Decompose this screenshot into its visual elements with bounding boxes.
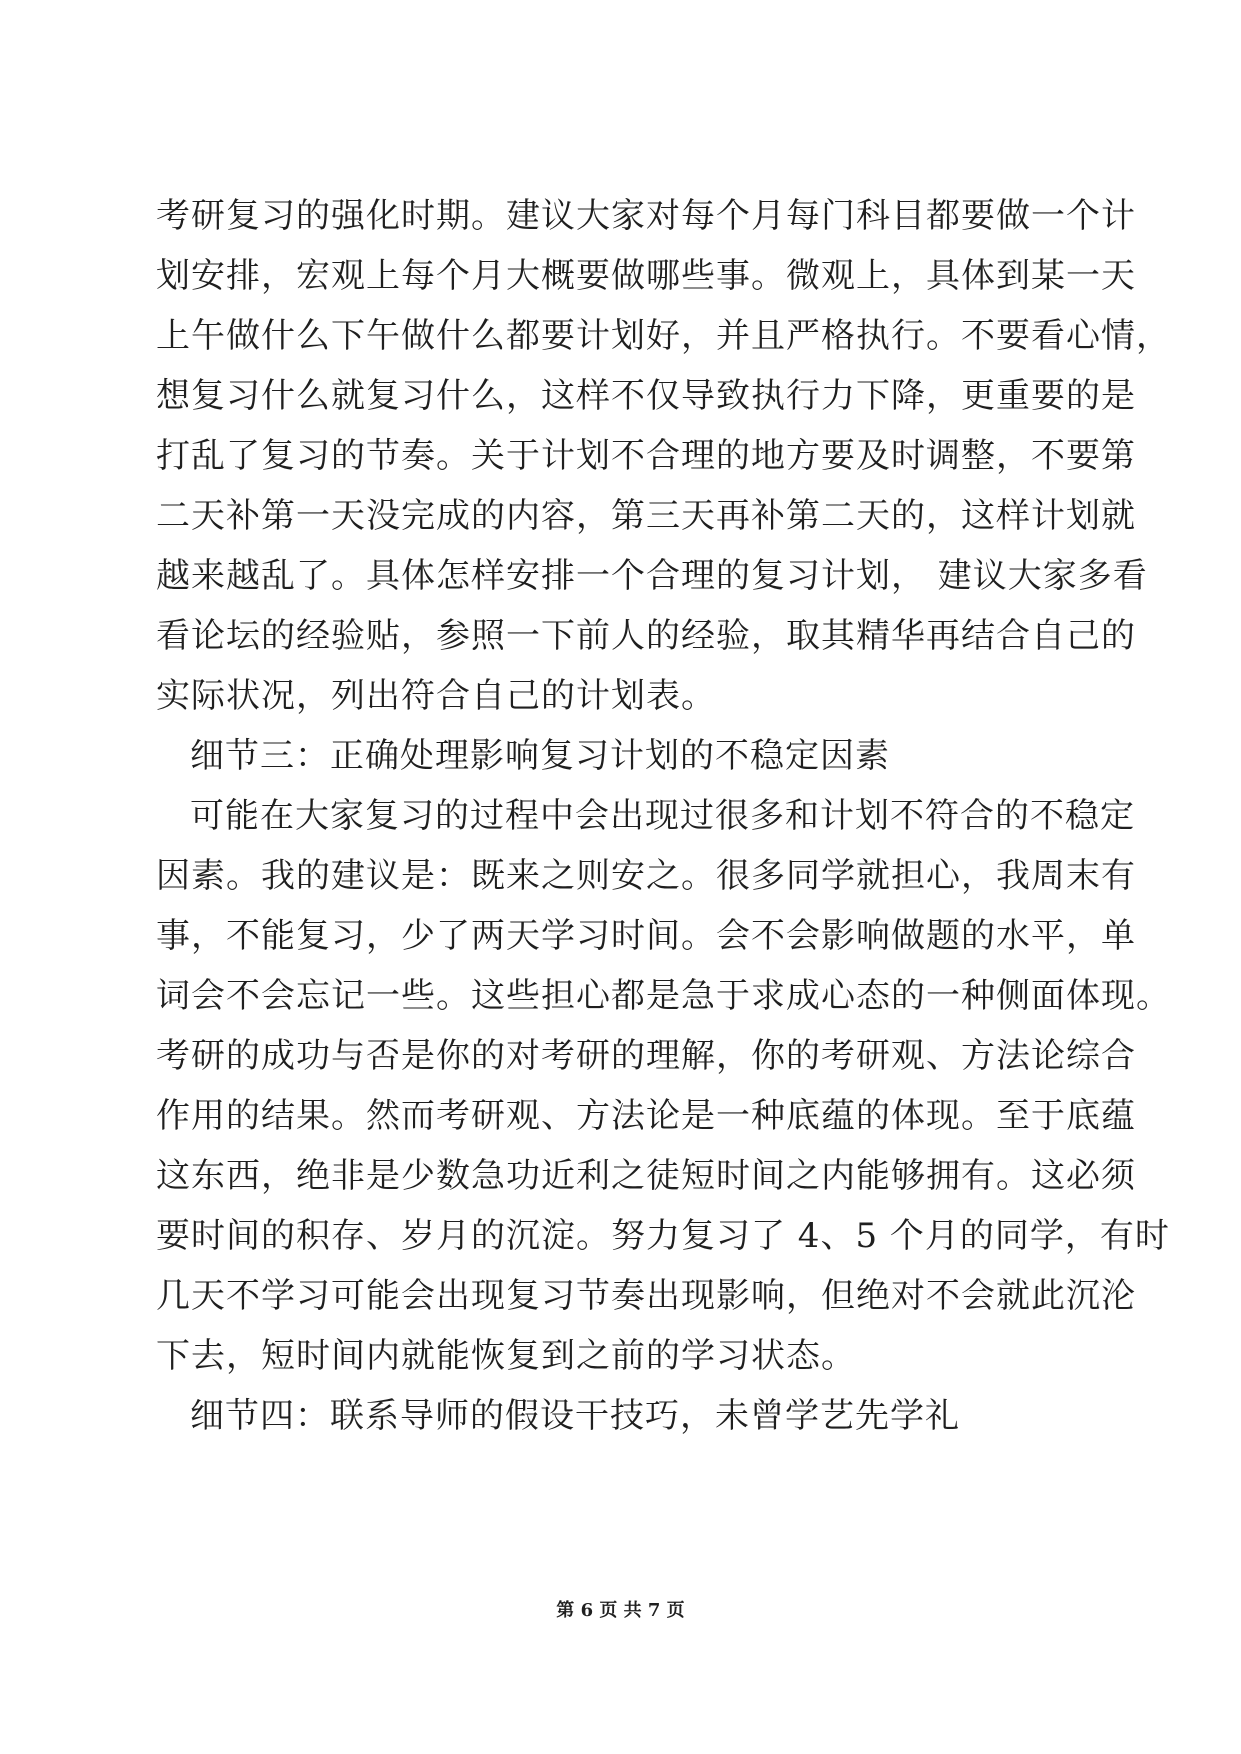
text-line: 下去，短时间内就能恢复到之前的学习状态。 — [156, 1336, 856, 1376]
text-line: 实际状况，列出符合自己的计划表。 — [156, 676, 716, 716]
section-heading: 细节三：正确处理影响复习计划的不稳定因素 — [190, 736, 890, 776]
text-line: 词会不会忘记一些。这些担心都是急于求成心态的一种侧面体现。 — [156, 976, 1171, 1016]
text-line: 打乱了复习的节奏。关于计划不合理的地方要及时调整，不要第 — [156, 436, 1136, 476]
text-line: 几天不学习可能会出现复习节奏出现影响，但绝对不会就此沉沦 — [156, 1276, 1136, 1316]
text-line: 因素。我的建议是：既来之则安之。很多同学就担心，我周末有 — [156, 856, 1136, 896]
paragraph-first-line: 可能在大家复习的过程中会出现过很多和计划不符合的不稳定 — [190, 796, 1135, 836]
text-line: 事，不能复习，少了两天学习时间。会不会影响做题的水平，单 — [156, 916, 1136, 956]
text-line: 考研的成功与否是你的对考研的理解，你的考研观、方法论综合 — [156, 1036, 1136, 1076]
text-line: 越来越乱了。具体怎样安排一个合理的复习计划， 建议大家多看 — [156, 556, 1148, 596]
text-line: 划安排，宏观上每个月大概要做哪些事。微观上，具体到某一天 — [156, 256, 1136, 296]
text-line: 要时间的积存、岁月的沉淀。努力复习了 4、5 个月的同学，有时 — [156, 1216, 1170, 1256]
section-heading: 细节四：联系导师的假设干技巧，未曾学艺先学礼 — [190, 1396, 960, 1436]
text-line: 考研复习的强化时期。建议大家对每个月每门科目都要做一个计 — [156, 196, 1136, 236]
document-body — [156, 186, 1171, 1446]
text-line: 上午做什么下午做什么都要计划好，并且严格执行。不要看心情， — [156, 316, 1171, 356]
text-line: 作用的结果。然而考研观、方法论是一种底蕴的体现。至于底蕴 — [156, 1096, 1136, 1136]
text-line: 二天补第一天没完成的内容，第三天再补第二天的，这样计划就 — [156, 496, 1136, 536]
text-line: 看论坛的经验贴，参照一下前人的经验，取其精华再结合自己的 — [156, 616, 1136, 656]
page-footer: 第 6 页 共 7 页 — [556, 1600, 685, 1621]
text-line: 这东西，绝非是少数急功近利之徒短时间之内能够拥有。这必须 — [156, 1156, 1136, 1196]
text-line: 想复习什么就复习什么，这样不仅导致执行力下降，更重要的是 — [156, 376, 1136, 416]
